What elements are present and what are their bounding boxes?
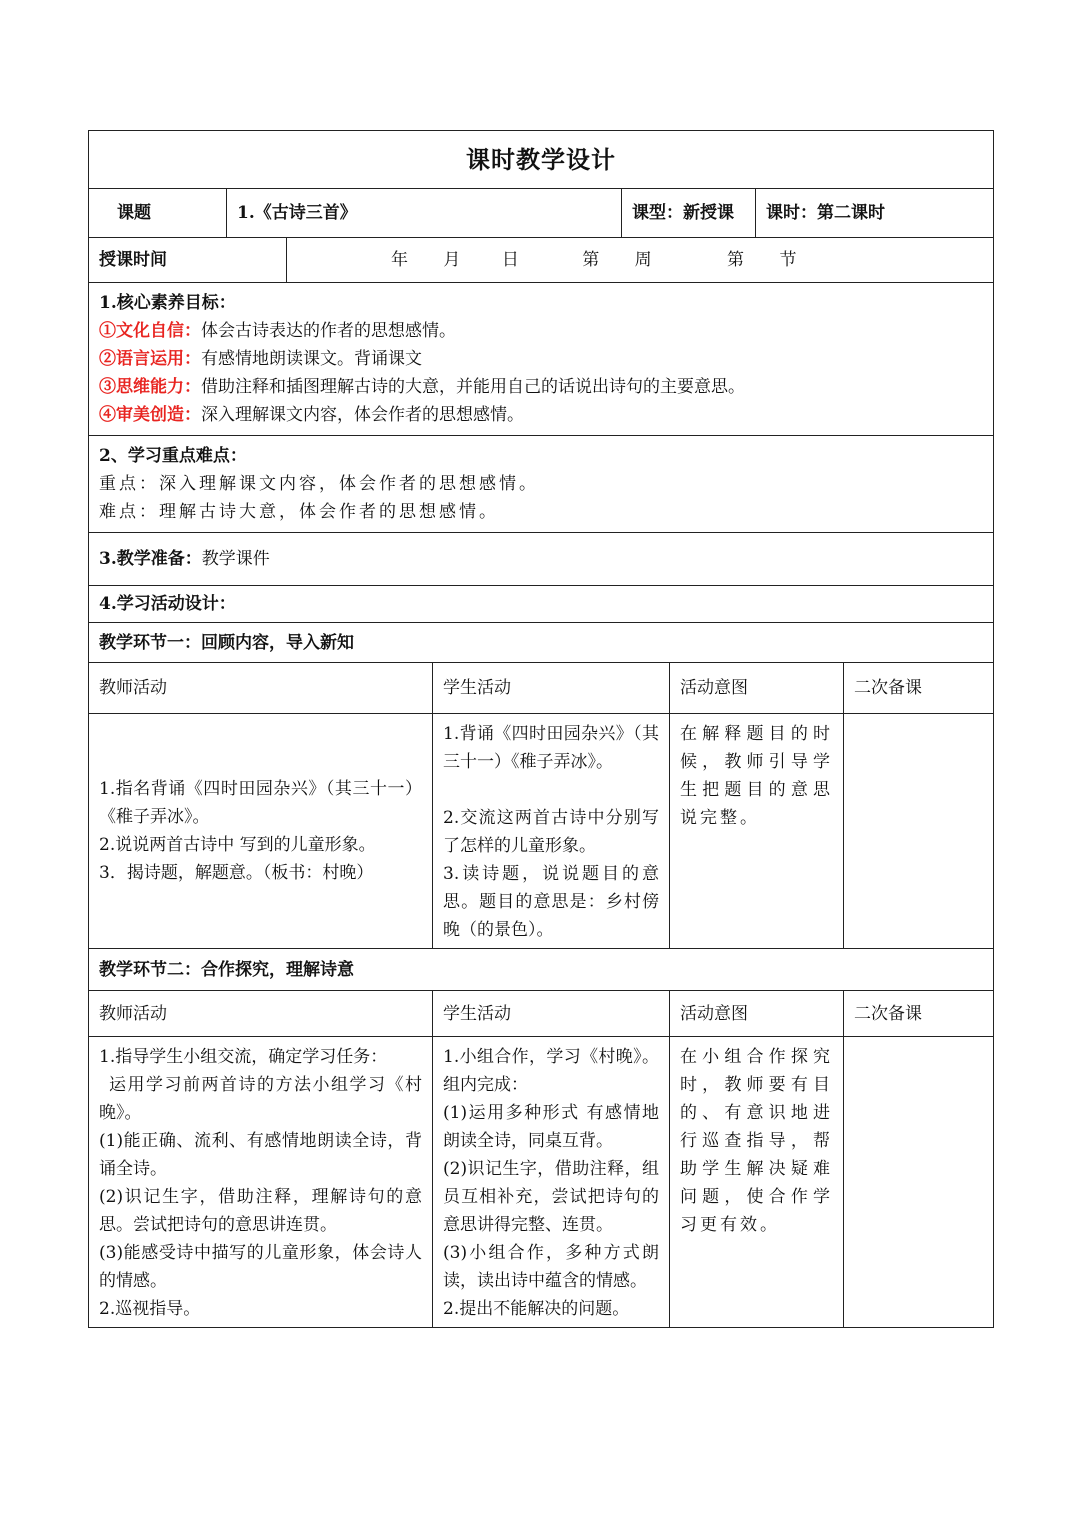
column-teacher-activity: 教师活动 [89, 663, 433, 714]
stage2-intent: 在小组合作探究时，教师要有目的、有意识地进行巡查指导，帮助学生解决疑难问题，使合作学习更有效。 [670, 1037, 844, 1328]
week-label: 周 [634, 250, 652, 270]
stage1-student-activity: 1.背诵《四时田园杂兴》（其三十一）《稚子弄冰》。 2.交流这两首古诗中分别写了怎样的儿童形象。 3.读诗题，说说题目的意思。题目的意思是：乡村傍晚（的景色）。 [433, 714, 670, 949]
section-prefix: 第 [727, 250, 745, 270]
goal-item: ①文化自信：体会古诗表达的作者的思想感情。 [99, 321, 456, 341]
key-points-heading: 2、学习重点难点： [99, 446, 247, 466]
preparation-text: 教学课件 [201, 549, 270, 569]
column-teacher-activity: 教师活动 [89, 991, 433, 1037]
key-point-line: 重点：深入理解课文内容，体会作者的思想感情。 [99, 474, 539, 494]
column-student-activity: 学生活动 [433, 991, 670, 1037]
lesson-period: 课时：第二课时 [756, 189, 994, 238]
lesson-plan-document [88, 130, 993, 1328]
core-goals-section [89, 283, 994, 436]
section-label: 节 [779, 250, 797, 270]
key-points-section [89, 436, 994, 533]
column-second-prep: 二次备课 [844, 991, 994, 1037]
teaching-time-value [287, 238, 994, 283]
column-intent: 活动意图 [670, 663, 844, 714]
day-label: 日 [501, 250, 519, 270]
stage1-teacher-activity: 1.指名背诵《四时田园杂兴》（其三十一）《稚子弄冰》。 2.说说两首古诗中 写到的儿童形象。 3．揭诗题，解题意。（板书：村晚） [89, 714, 433, 949]
stage2-teacher-activity: 1.指导学生小组交流，确定学习任务： 运用学习前两首诗的方法小组学习《村晚》。 (1)能正确、流利、有感情地朗读全诗，背诵全诗。 (2)识记生字，借助注释，理解诗句的意思。尝试把诗句的意思讲连贯。 (3)能感受诗中描写的儿童形象，体会诗人的情感。 2.巡视指导。 [89, 1037, 433, 1328]
goal-item: ④审美创造：深入理解课文内容，体会作者的思想感情。 [99, 405, 524, 425]
preparation-row [89, 533, 994, 586]
lesson-type: 课型：新授课 [622, 189, 756, 238]
stage2-student-activity: 1.小组合作，学习《村晚》。组内完成： (1)运用多种形式 有感情地朗读全诗，同桌互背。 (2)识记生字，借助注释，组员互相补充，尝试把诗句的意思讲得完整、连贯。 (3)小组合作，多种方式朗读，读出诗中蕴含的情感。 2.提出不能解决的问题。 [433, 1037, 670, 1328]
stage2-second-prep [844, 1037, 994, 1328]
column-second-prep: 二次备课 [844, 663, 994, 714]
column-intent: 活动意图 [670, 991, 844, 1037]
stage1-second-prep [844, 714, 994, 949]
year-label: 年 [391, 250, 408, 270]
stage1-intent: 在解释题目的时候，教师引导学生把题目的意思说完整。 [670, 714, 844, 949]
topic-value: 1.《古诗三首》 [227, 189, 622, 238]
difficulty-line: 难点：理解古诗大意，体会作者的思想感情。 [99, 502, 499, 522]
goal-item: ②语言运用：有感情地朗读课文。背诵课文 [99, 349, 422, 369]
lesson-plan-table [88, 130, 994, 1328]
activity-design-heading: 4.学习活动设计： [89, 586, 994, 623]
column-student-activity: 学生活动 [433, 663, 670, 714]
topic-label: 课题 [89, 189, 227, 238]
preparation-label: 3.教学准备： [99, 549, 202, 569]
goal-item: ③思维能力：借助注释和插图理解古诗的大意，并能用自己的话说出诗句的主要意思。 [99, 377, 745, 397]
week-prefix: 第 [582, 250, 600, 270]
stage2-title: 教学环节二：合作探究，理解诗意 [89, 949, 994, 991]
month-label: 月 [443, 250, 461, 270]
core-goals-heading: 1.核心素养目标： [99, 293, 236, 313]
stage1-title: 教学环节一：回顾内容，导入新知 [89, 623, 994, 663]
page-title: 课时教学设计 [89, 131, 994, 189]
teaching-time-label: 授课时间 [89, 238, 287, 283]
